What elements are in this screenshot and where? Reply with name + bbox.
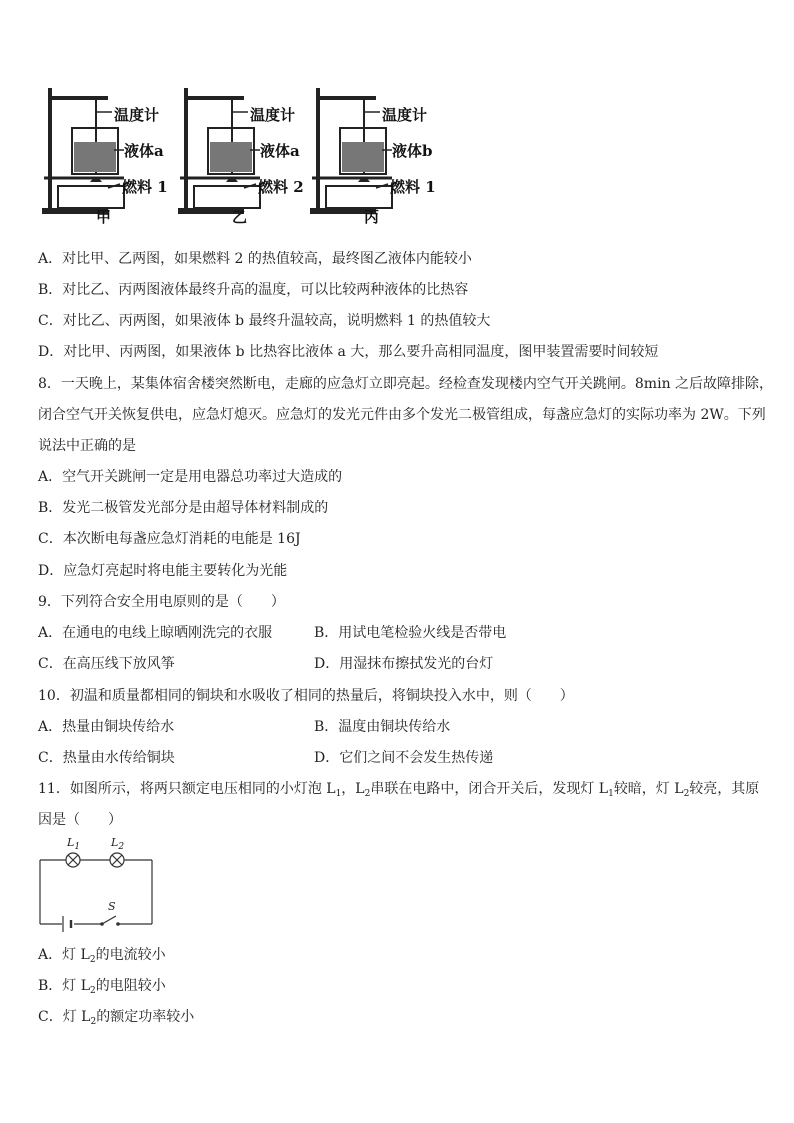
figure-caption: 丙 <box>364 208 380 226</box>
fuel-label: 燃料 1 <box>122 178 168 196</box>
lamp-subscript: 2 <box>118 842 125 852</box>
option-text: C．灯 L <box>38 1009 91 1025</box>
liquid-label: 液体b <box>392 142 433 160</box>
subscript: 2 <box>683 789 690 799</box>
lamp-l2-label <box>111 836 124 852</box>
figure-yi <box>174 84 304 232</box>
thermometer-label: 温度计 <box>382 106 428 124</box>
q8-stem-line1: 8．一天晚上，某集体宿舍楼突然断电，走廊的应急灯立即亮起。经检查发现楼内空气开关跳闸。8min 之后故障排除， <box>38 376 774 392</box>
liquid-label: 液体a <box>260 142 300 160</box>
option-text: 的电阻较小 <box>95 978 166 994</box>
q10-option-b: B．温度由铜块传给水 <box>314 719 451 735</box>
q9-option-b: B．用试电笔检验火线是否带电 <box>314 625 507 641</box>
q10-option-a: A．热量由铜块传给水 <box>38 719 175 735</box>
lamp-letter: L <box>111 836 119 849</box>
stem-text: 串联在电路中，闭合开关后，发现灯 L <box>370 781 609 797</box>
subscript: 2 <box>364 789 371 799</box>
stem-text: 11．如图所示，将两只额定电压相同的小灯泡 L <box>38 781 336 797</box>
q7-option-b: B．对比乙、丙两图液体最终升高的温度，可以比较两种液体的比热容 <box>38 282 469 298</box>
circuit-svg <box>38 836 158 928</box>
q11-stem-line2: 因是（ ） <box>38 812 122 828</box>
subscript: 2 <box>90 986 96 996</box>
option-text: B．灯 L <box>38 978 91 994</box>
liquid-label: 液体a <box>124 142 164 160</box>
experiment-figures <box>38 84 458 232</box>
q11-option-c <box>38 1007 194 1032</box>
q7-option-c: C．对比乙、丙两图，如果液体 b 最终升温较高，说明燃料 1 的热值较大 <box>38 313 491 329</box>
lamp-l1-label <box>67 836 80 852</box>
fuel-label: 燃料 1 <box>390 178 436 196</box>
q8-option-c: C．本次断电每盏应急灯消耗的电能是 16J <box>38 531 301 547</box>
q8-stem-line2: 闭合空气开关恢复供电，应急灯熄灭。应急灯的发光元件由多个发光二极管组成，每盏应急灯的实际功率为 2W。下列 <box>38 407 766 423</box>
subscript: 1 <box>608 789 614 799</box>
battery-icon <box>61 914 75 934</box>
lamp-l1-icon <box>65 852 81 868</box>
lamp-l2-icon <box>109 852 125 868</box>
q9-option-a: A．在通电的电线上晾晒刚洗完的衣服 <box>38 625 273 641</box>
lamp-letter: L <box>67 836 75 849</box>
switch-label: S <box>108 900 116 913</box>
lamp-subscript: 1 <box>74 842 81 852</box>
q11-stem-line1 <box>38 779 759 804</box>
q7-option-a: A．对比甲、乙两图，如果燃料 2 的热值较高，最终图乙液体内能较小 <box>38 251 472 267</box>
q8-option-a: A．空气开关跳闸一定是用电器总功率过大造成的 <box>38 469 343 485</box>
thermometer-label: 温度计 <box>114 106 160 124</box>
q8-option-d: D．应急灯亮起时将电能主要转化为光能 <box>38 563 288 579</box>
q11-option-a <box>38 945 166 970</box>
subscript: 2 <box>90 1017 97 1027</box>
q7-option-d: D．对比甲、丙两图，如果液体 b 比热容比液体 a 大，那么要升高相同温度，图甲装置需要时间较短 <box>38 344 659 360</box>
figure-caption: 甲 <box>96 208 112 226</box>
q8-stem-line3: 说法中正确的是 <box>38 438 136 454</box>
figure-bing <box>306 84 436 232</box>
q11-option-b <box>38 976 166 1001</box>
q10-option-d: D．它们之间不会发生热传递 <box>314 750 494 766</box>
q8-option-b: B．发光二极管发光部分是由超导体材料制成的 <box>38 500 329 516</box>
option-text: A．灯 L <box>38 947 90 963</box>
figure-caption: 乙 <box>232 208 248 226</box>
figure-jia <box>38 84 168 232</box>
series-circuit-diagram <box>38 836 158 928</box>
stem-text: ，L <box>341 781 365 797</box>
stem-text: 较亮，其原 <box>689 781 760 797</box>
q9-stem: 9．下列符合安全用电原则的是（ ） <box>38 594 285 610</box>
q10-stem: 10．初温和质量都相同的铜块和水吸收了相同的热量后，将铜块投入水中，则（ ） <box>38 688 574 704</box>
thermometer-label: 温度计 <box>250 106 296 124</box>
q9-option-d: D．用湿抹布擦拭发光的台灯 <box>314 656 494 672</box>
q10-option-c: C．热量由水传给铜块 <box>38 750 175 766</box>
option-text: 的额定功率较小 <box>96 1009 195 1025</box>
option-text: 的电流较小 <box>95 947 166 963</box>
fuel-label: 燃料 2 <box>258 178 304 196</box>
subscript: 1 <box>335 789 342 799</box>
stem-text: 较暗，灯 L <box>613 781 684 797</box>
subscript: 2 <box>89 955 96 965</box>
q9-option-c: C．在高压线下放风筝 <box>38 656 175 672</box>
